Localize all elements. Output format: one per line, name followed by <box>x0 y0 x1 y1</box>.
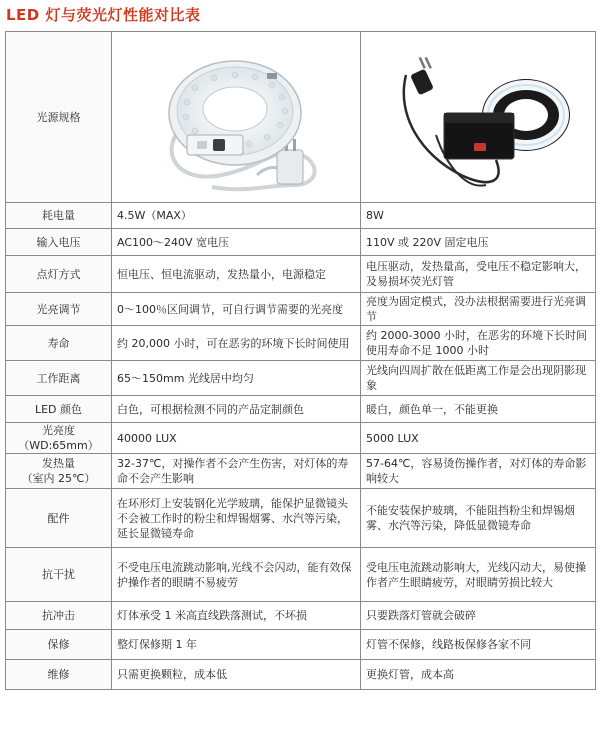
table-row <box>6 203 596 229</box>
table-row <box>6 660 596 690</box>
row-label: 光亮调节 <box>6 293 112 326</box>
row-label: 保修 <box>6 630 112 660</box>
table-row <box>6 396 596 423</box>
comparison-rows <box>6 203 596 690</box>
row-label: 发热量 （室内 25℃） <box>6 454 112 489</box>
row-label: 寿命 <box>6 326 112 361</box>
table-row <box>6 602 596 630</box>
row-label: 耗电量 <box>6 203 112 229</box>
row-label: 工作距离 <box>6 361 112 396</box>
page-title: LED 灯与荧光灯性能对比表 <box>6 6 201 24</box>
fluorescent-value: 5000 LUX <box>361 423 596 454</box>
led-value: 只需更换颗粒，成本低 <box>112 660 361 690</box>
led-value: 在环形灯上安装钢化光学玻璃，能保护显微镜头不会被工作时的粉尘和焊锡烟雾、水汽等污染，延长显微镜寿命 <box>112 489 361 548</box>
header-label: 光源规格 <box>6 32 112 203</box>
table-row <box>6 229 596 256</box>
fluorescent-value: 8W <box>361 203 596 229</box>
fluorescent-value: 光线向四周扩散在低距离工作是会出现阴影现象 <box>361 361 596 396</box>
fluorescent-value: 110V 或 220V 固定电压 <box>361 229 596 256</box>
table-row <box>6 423 596 454</box>
led-value: 整灯保修期 1 年 <box>112 630 361 660</box>
led-image-cell <box>112 32 361 203</box>
table-row <box>6 293 596 326</box>
led-value: 65～150mm 光线居中均匀 <box>112 361 361 396</box>
row-label: 光亮度 （WD:65mm） <box>6 423 112 454</box>
table-row <box>6 256 596 293</box>
fluorescent-value: 电压驱动，发热量高，受电压不稳定影响大，及易损坏荧光灯管 <box>361 256 596 293</box>
fluorescent-value: 受电压电流跳动影响大，光线闪动大，易使操作者产生眼睛疲劳，对眼睛劳损比较大 <box>361 548 596 602</box>
table-row <box>6 454 596 489</box>
fluorescent-value: 不能安装保护玻璃，不能阻挡粉尘和焊锡烟雾、水汽等污染，降低显微镜寿命 <box>361 489 596 548</box>
led-value: 0～100％区间调节，可自行调节需要的光亮度 <box>112 293 361 326</box>
fluorescent-ring-lamp-image <box>366 35 591 200</box>
led-value: 白色，可根据检测不同的产品定制颜色 <box>112 396 361 423</box>
row-label: 抗冲击 <box>6 602 112 630</box>
led-value: 灯体承受 1 米高直线跌落测试，不坏损 <box>112 602 361 630</box>
row-label: 输入电压 <box>6 229 112 256</box>
table-row <box>6 489 596 548</box>
row-label: 点灯方式 <box>6 256 112 293</box>
table-row <box>6 630 596 660</box>
row-label: 配件 <box>6 489 112 548</box>
led-value: 40000 LUX <box>112 423 361 454</box>
table-row <box>6 548 596 602</box>
led-value: 不受电压电流跳动影响,光线不会闪动，能有效保护操作者的眼睛不易疲劳 <box>112 548 361 602</box>
fluor-image-cell <box>361 32 596 203</box>
row-label: 抗干扰 <box>6 548 112 602</box>
table-row-header <box>6 32 596 203</box>
fluorescent-value: 约 2000-3000 小时，在恶劣的环境下长时间使用寿命不足 1000 小时 <box>361 326 596 361</box>
led-value: 32-37℃，对操作者不会产生伤害，对灯体的寿命不会产生影响 <box>112 454 361 489</box>
led-value: 约 20,000 小时，可在恶劣的环境下长时间使用 <box>112 326 361 361</box>
table-row <box>6 326 596 361</box>
led-value: AC100～240V 宽电压 <box>112 229 361 256</box>
fluorescent-value: 暖白，颜色单一，不能更换 <box>361 396 596 423</box>
comparison-table <box>5 31 596 690</box>
table-row <box>6 361 596 396</box>
fluorescent-value: 更换灯管，成本高 <box>361 660 596 690</box>
row-label: LED 颜色 <box>6 396 112 423</box>
fluorescent-value: 只要跌落灯管就会破碎 <box>361 602 596 630</box>
fluorescent-value: 灯管不保修，线路板保修各家不同 <box>361 630 596 660</box>
led-value: 恒电压、恒电流驱动，发热量小，电源稳定 <box>112 256 361 293</box>
led-value: 4.5W（MAX） <box>112 203 361 229</box>
fluorescent-value: 57-64℃，容易烫伤操作者，对灯体的寿命影响较大 <box>361 454 596 489</box>
led-ring-light-image <box>117 35 357 200</box>
fluorescent-value: 亮度为固定模式，没办法根据需要进行光亮调节 <box>361 293 596 326</box>
row-label: 维修 <box>6 660 112 690</box>
